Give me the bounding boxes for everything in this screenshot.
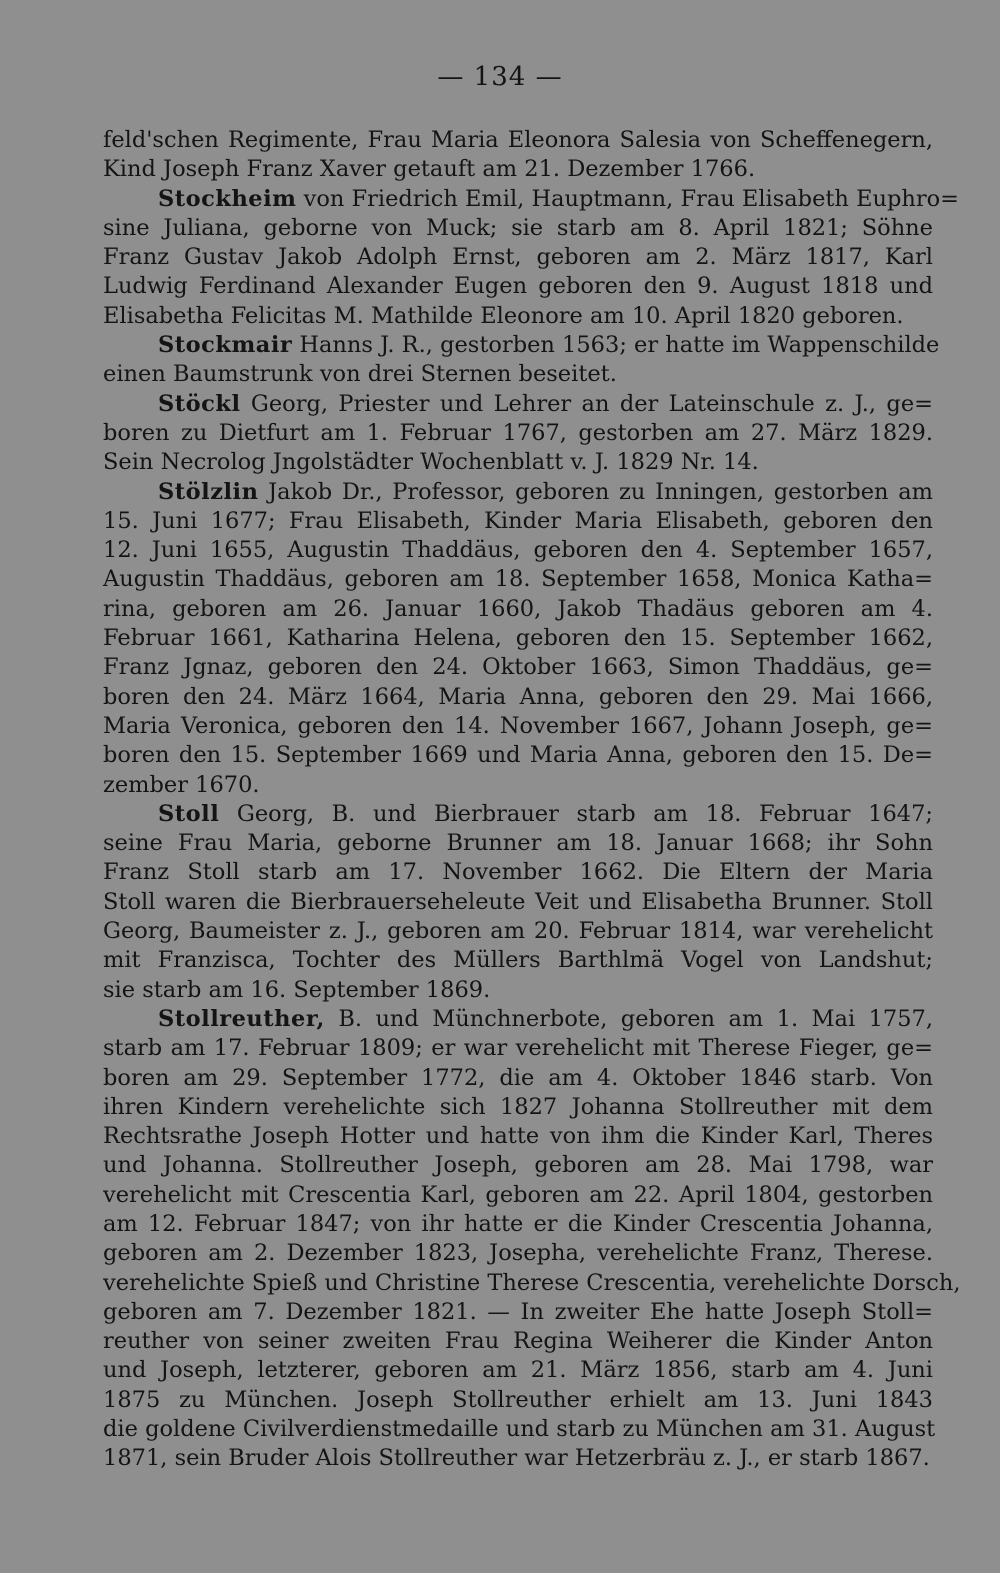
line-text: Kind Joseph Franz Xaver getauft am 21. Dezember 1766. xyxy=(103,156,756,183)
text-line xyxy=(103,976,933,1005)
line-text: boren den 24. März 1664, Maria Anna, geboren den 29. Mai 1666, xyxy=(103,683,933,710)
text-line xyxy=(103,1298,933,1327)
text-line xyxy=(103,185,960,214)
line-text: verehelichte Spieß und Christine Therese Crescentia, verehelichte Dorsch, xyxy=(103,1269,961,1296)
entry-surname: Stollreuther, xyxy=(158,1005,325,1032)
text-line xyxy=(103,1181,933,1210)
text-line xyxy=(103,448,933,477)
line-text: und Joseph, letzterer, geboren am 21. März 1856, starb am 4. Juni xyxy=(103,1357,933,1384)
line-text: starb am 17. Februar 1809; er war verehelicht mit Therese Fieger, ge= xyxy=(103,1035,933,1062)
register-entry xyxy=(103,390,933,478)
line-text: Maria Veronica, geboren den 14. November 1667, Johann Joseph, ge= xyxy=(103,712,933,739)
line-text: am 12. Februar 1847; von ihr hatte er die Kinder Crescentia Johanna, xyxy=(103,1210,933,1237)
line-text: zember 1670. xyxy=(103,771,260,798)
line-text: 1875 zu München. Joseph Stollreuther erhielt am 13. Juni 1843 xyxy=(103,1386,933,1413)
text-line xyxy=(103,624,933,653)
entry-surname: Stockheim xyxy=(158,185,297,212)
text-line xyxy=(103,595,933,624)
text-line xyxy=(103,1444,933,1473)
text-line xyxy=(103,946,933,975)
page-number: — 134 — xyxy=(437,62,563,92)
text-line xyxy=(103,1034,933,1063)
text-line xyxy=(103,858,933,887)
line-text: geboren am 7. Dezember 1821. — In zweiter Ehe hatte Joseph Stoll= xyxy=(103,1298,933,1325)
text-line xyxy=(103,1093,933,1122)
text-line xyxy=(103,360,933,389)
text-line xyxy=(103,331,940,360)
line-text: Georg, Baumeister z. J., geboren am 20. Februar 1814, war verehelicht xyxy=(103,918,933,945)
text-line xyxy=(103,155,933,184)
line-text: Ludwig Ferdinand Alexander Eugen geboren den 9. August 1818 und xyxy=(103,273,933,300)
text-line xyxy=(103,1122,933,1151)
text-line xyxy=(103,1005,933,1034)
text-line xyxy=(103,565,933,594)
line-text: Franz Jgnaz, geboren den 24. Oktober 1663, Simon Thaddäus, ge= xyxy=(103,654,933,681)
text-line xyxy=(103,214,933,243)
line-text: 15. Juni 1677; Frau Elisabeth, Kinder Maria Elisabeth, geboren den xyxy=(103,507,933,534)
line-text: Februar 1661, Katharina Helena, geboren den 15. September 1662, xyxy=(103,625,933,652)
text-line xyxy=(103,302,933,331)
line-text: boren den 15. September 1669 und Maria Anna, geboren den 15. De= xyxy=(103,742,933,769)
line-text: sine Juliana, geborne von Muck; sie starb am 8. April 1821; Söhne xyxy=(103,214,933,241)
register-entry xyxy=(103,1005,961,1474)
text-line xyxy=(103,1239,933,1268)
line-text: Franz Stoll starb am 17. November 1662. Die Eltern der Maria xyxy=(103,859,933,886)
text-line xyxy=(103,126,933,155)
text-line xyxy=(103,829,933,858)
entry-surname: Stoll xyxy=(158,800,220,827)
entry-text-block xyxy=(103,126,961,1474)
line-text: und Johanna. Stollreuther Joseph, geboren am 28. Mai 1798, war xyxy=(103,1152,933,1179)
line-text: die goldene Civilverdienstmedaille und starb zu München am 31. August xyxy=(103,1416,936,1443)
line-text: Stoll waren die Bierbrauerseheleute Veit und Elisabetha Brunner. Stoll xyxy=(103,888,933,915)
entry-surname: Stöckl xyxy=(158,390,241,417)
text-line xyxy=(103,683,933,712)
text-line xyxy=(103,1210,933,1239)
line-text: boren am 29. September 1772, die am 4. Oktober 1846 starb. Von xyxy=(103,1064,933,1091)
register-entry xyxy=(103,331,940,390)
text-line xyxy=(103,1269,961,1298)
line-text: reuther von seiner zweiten Frau Regina Weiherer die Kinder Anton xyxy=(103,1328,933,1355)
line-text: sie starb am 16. September 1869. xyxy=(103,976,491,1003)
line-text: Jakob Dr., Professor, geboren zu Inningen, gestorben am xyxy=(268,478,933,505)
register-entry xyxy=(103,478,933,800)
line-text: rina, geboren am 26. Januar 1660, Jakob Thadäus geboren am 4. xyxy=(103,595,933,622)
entry-surname: Stockmair xyxy=(158,332,293,359)
text-line xyxy=(103,771,933,800)
text-line xyxy=(103,419,933,448)
register-entry xyxy=(103,800,933,1005)
line-text: 1871, sein Bruder Alois Stollreuther war Hetzerbräu z. J., er starb 1867. xyxy=(103,1445,930,1472)
line-text: Franz Gustav Jakob Adolph Ernst, geboren am 2. März 1817, Karl xyxy=(103,244,933,271)
text-line xyxy=(103,1356,933,1385)
line-text: Rechtsrathe Joseph Hotter und hatte von ihm die Kinder Karl, Theres xyxy=(103,1123,933,1150)
line-text: von Friedrich Emil, Hauptmann, Frau Elisabeth Euphro= xyxy=(303,185,960,212)
line-text: einen Baumstrunk von drei Sternen beseitet. xyxy=(103,361,617,388)
line-text: Augustin Thaddäus, geboren am 18. September 1658, Monica Katha= xyxy=(103,566,933,593)
line-text: feld'schen Regimente, Frau Maria Eleonora Salesia von Scheffenegern, xyxy=(103,127,933,153)
line-text: boren zu Dietfurt am 1. Februar 1767, gestorben am 27. März 1829. xyxy=(103,419,933,446)
line-text: Georg, Priester und Lehrer an der Lateinschule z. J., ge= xyxy=(250,390,933,417)
line-text: B. und Münchnerbote, geboren am 1. Mai 1757, xyxy=(338,1005,934,1032)
line-text: Elisabetha Felicitas M. Mathilde Eleonore am 10. April 1820 geboren. xyxy=(103,302,904,329)
line-text: geboren am 2. Dezember 1823, Josepha, verehelichte Franz, Therese. xyxy=(103,1240,933,1267)
line-text: Sein Necrolog Jngolstädter Wochenblatt v. J. 1829 Nr. 14. xyxy=(103,449,759,476)
line-text: Georg, B. und Bierbrauer starb am 18. Februar 1647; xyxy=(236,800,934,827)
text-line xyxy=(103,507,933,536)
text-line xyxy=(103,243,933,272)
line-text: verehelicht mit Crescentia Karl, geboren am 22. April 1804, gestorben xyxy=(103,1181,933,1208)
text-line xyxy=(103,1415,936,1444)
line-text: mit Franzisca, Tochter des Müllers Barthlmä Vogel von Landshut; xyxy=(103,947,933,974)
text-line xyxy=(103,478,933,507)
register-entry xyxy=(103,185,960,331)
entry-surname: Stölzlin xyxy=(158,478,259,505)
text-line xyxy=(103,712,933,741)
entry-continuation xyxy=(103,126,933,185)
text-line xyxy=(103,800,933,829)
text-line xyxy=(103,741,933,770)
text-line xyxy=(103,390,933,419)
line-text: Hanns J. R., gestorben 1563; er hatte im Wappenschilde xyxy=(299,332,940,359)
text-line xyxy=(103,917,933,946)
line-text: ihren Kindern verehelichte sich 1827 Johanna Stollreuther mit dem xyxy=(103,1093,933,1120)
text-line xyxy=(103,272,933,301)
line-text: 12. Juni 1655, Augustin Thaddäus, geboren den 4. September 1657, xyxy=(103,537,933,564)
text-line xyxy=(103,653,933,682)
line-text: seine Frau Maria, geborne Brunner am 18. Januar 1668; ihr Sohn xyxy=(103,830,933,857)
text-line xyxy=(103,1386,933,1415)
text-line xyxy=(103,1151,933,1180)
text-line xyxy=(103,536,933,565)
text-line xyxy=(103,1064,933,1093)
text-line xyxy=(103,1327,933,1356)
text-line xyxy=(103,888,933,917)
